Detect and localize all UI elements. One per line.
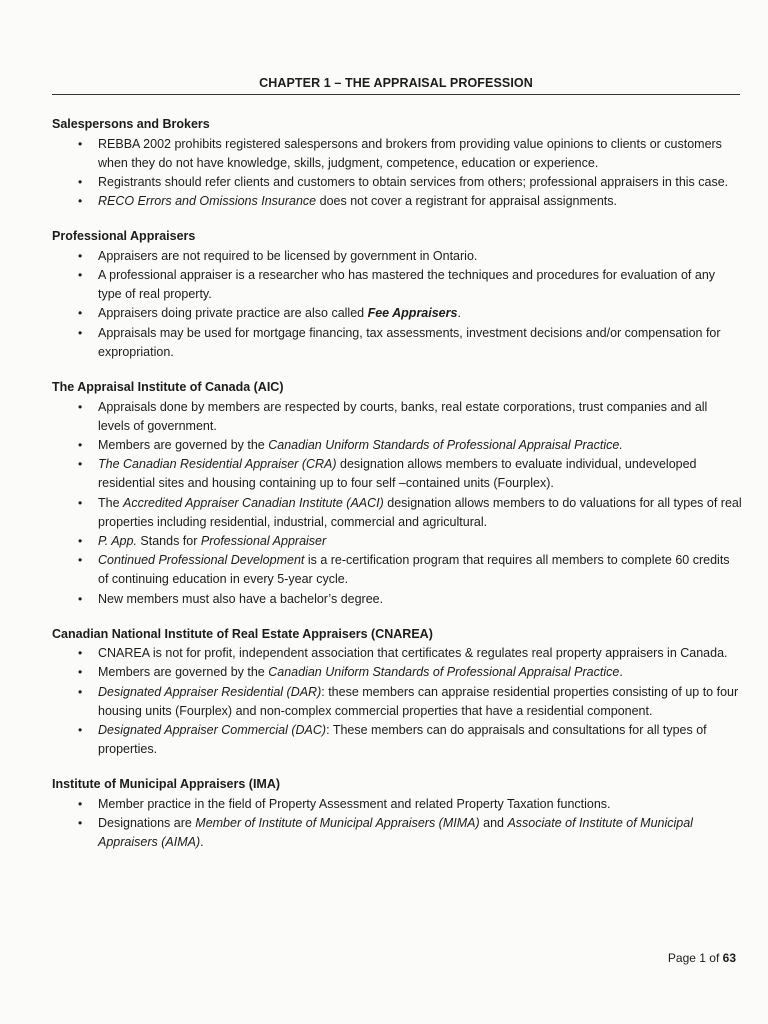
list-item: • Designated Appraiser Residential (DAR): these members can appraise residential properties consisting of up to four housing units (Fourplex) and non-complex commercial properties that have a residential component. — [78, 684, 739, 718]
section-aic — [52, 378, 742, 609]
bullet-icon: • — [78, 437, 83, 452]
chapter-title: CHAPTER 1 – THE APPRAISAL PROFESSION — [259, 76, 533, 90]
section-heading: Professional Appraisers — [52, 229, 196, 244]
list-item: • Members are governed by the Canadian Uniform Standards of Professional Appraisal Practice. — [52, 663, 742, 682]
section-professional-appraisers — [52, 227, 742, 362]
list-item: • Appraisers doing private practice are also called Fee Appraisers. — [52, 304, 742, 323]
list-item: • The Accredited Appraiser Canadian Institute (AACI) designation allows members to do valuations for all types of real properties including residential, industrial, commercial and agricultural. — [78, 495, 742, 529]
list-item: • Designations are Member of Institute of Municipal Appraisers (MIMA) and Associate of Institute of Municipal Appraisers (AIMA). — [78, 816, 693, 850]
list-item: • A professional appraiser is a researcher who has mastered the techniques and procedures for evaluation of any type of real property. — [78, 268, 716, 302]
bullet-icon: • — [78, 684, 83, 699]
list-item: • CNAREA is not for profit, independent association that certificates & regulates real property appraisers in Canada. — [52, 644, 742, 663]
bullet-icon: • — [78, 665, 83, 680]
bullet-icon: • — [78, 495, 83, 510]
list-item: • Appraisers are not required to be licensed by government in Ontario. — [52, 247, 742, 266]
list-item: • REBBA 2002 prohibits registered salespersons and brokers from providing value opinions to clients or customers when they do not have knowledge, skills, judgment, competence, education or experience. — [78, 136, 722, 170]
list-item: • Appraisals done by members are respected by courts, banks, real estate corporations, trust companies and all levels of government. — [78, 399, 708, 433]
bullet-icon: • — [78, 591, 83, 606]
bullet-icon: • — [78, 136, 83, 151]
bullet-list — [52, 795, 742, 853]
bullet-icon: • — [78, 194, 83, 209]
bullet-icon: • — [78, 457, 83, 472]
list-item: • The Canadian Residential Appraiser (CRA) designation allows members to evaluate individual, undeveloped residential sites and housing containing up to four self –contained units (Fourplex). — [78, 457, 697, 491]
bullet-list — [52, 135, 742, 212]
list-item: • New members must also have a bachelor’s degree. — [52, 590, 742, 609]
list-item: • Registrants should refer clients and customers to obtain services from others; professional appraisers in this case. — [52, 173, 742, 192]
list-item: • Members are governed by the Canadian Uniform Standards of Professional Appraisal Practice. — [52, 436, 742, 455]
bullet-icon: • — [78, 553, 83, 568]
list-item: • Member practice in the field of Property Assessment and related Property Taxation functions. — [52, 795, 742, 814]
bullet-icon: • — [78, 533, 83, 548]
bullet-icon: • — [78, 646, 83, 661]
section-heading: Salespersons and Brokers — [52, 117, 210, 131]
section-heading: Canadian National Institute of Real Estate Appraisers (CNAREA) — [52, 626, 433, 641]
bullet-icon: • — [78, 268, 83, 283]
bullet-icon: • — [78, 723, 83, 738]
list-item: • Designated Appraiser Commercial (DAC): These members can do appraisals and consultations for all types of properties. — [78, 723, 707, 757]
title-divider — [52, 94, 740, 95]
page-number: Page 1 of 63 — [667, 951, 736, 965]
section-cnarea — [52, 625, 742, 760]
section-heading: The Appraisal Institute of Canada (AIC) — [52, 380, 284, 395]
list-item: • P. App. Stands for Professional Appraiser — [52, 532, 742, 551]
section-heading: Institute of Municipal Appraisers (IMA) — [52, 777, 281, 792]
document-body — [52, 115, 742, 869]
bullet-icon: • — [78, 796, 83, 811]
bullet-icon: • — [78, 816, 83, 831]
bullet-icon: • — [78, 248, 83, 263]
bullet-icon: • — [78, 325, 83, 340]
bullet-list — [52, 247, 742, 362]
bullet-list — [52, 398, 742, 609]
bullet-icon: • — [78, 399, 83, 414]
bullet-icon: • — [78, 174, 83, 189]
list-item: • Continued Professional Development is a re-certification program that requires all members to complete 60 credits of continuing education in every 5-year cycle. — [78, 553, 730, 587]
list-item: • RECO Errors and Omissions Insurance does not cover a registrant for appraisal assignments. — [52, 192, 742, 211]
list-item: • Appraisals may be used for mortgage financing, tax assessments, investment decisions and/or compensation for expropriation. — [78, 325, 721, 359]
bullet-icon: • — [78, 306, 83, 321]
section-ima — [52, 775, 742, 852]
bullet-list — [52, 644, 742, 759]
section-salespersons-brokers — [52, 115, 742, 211]
